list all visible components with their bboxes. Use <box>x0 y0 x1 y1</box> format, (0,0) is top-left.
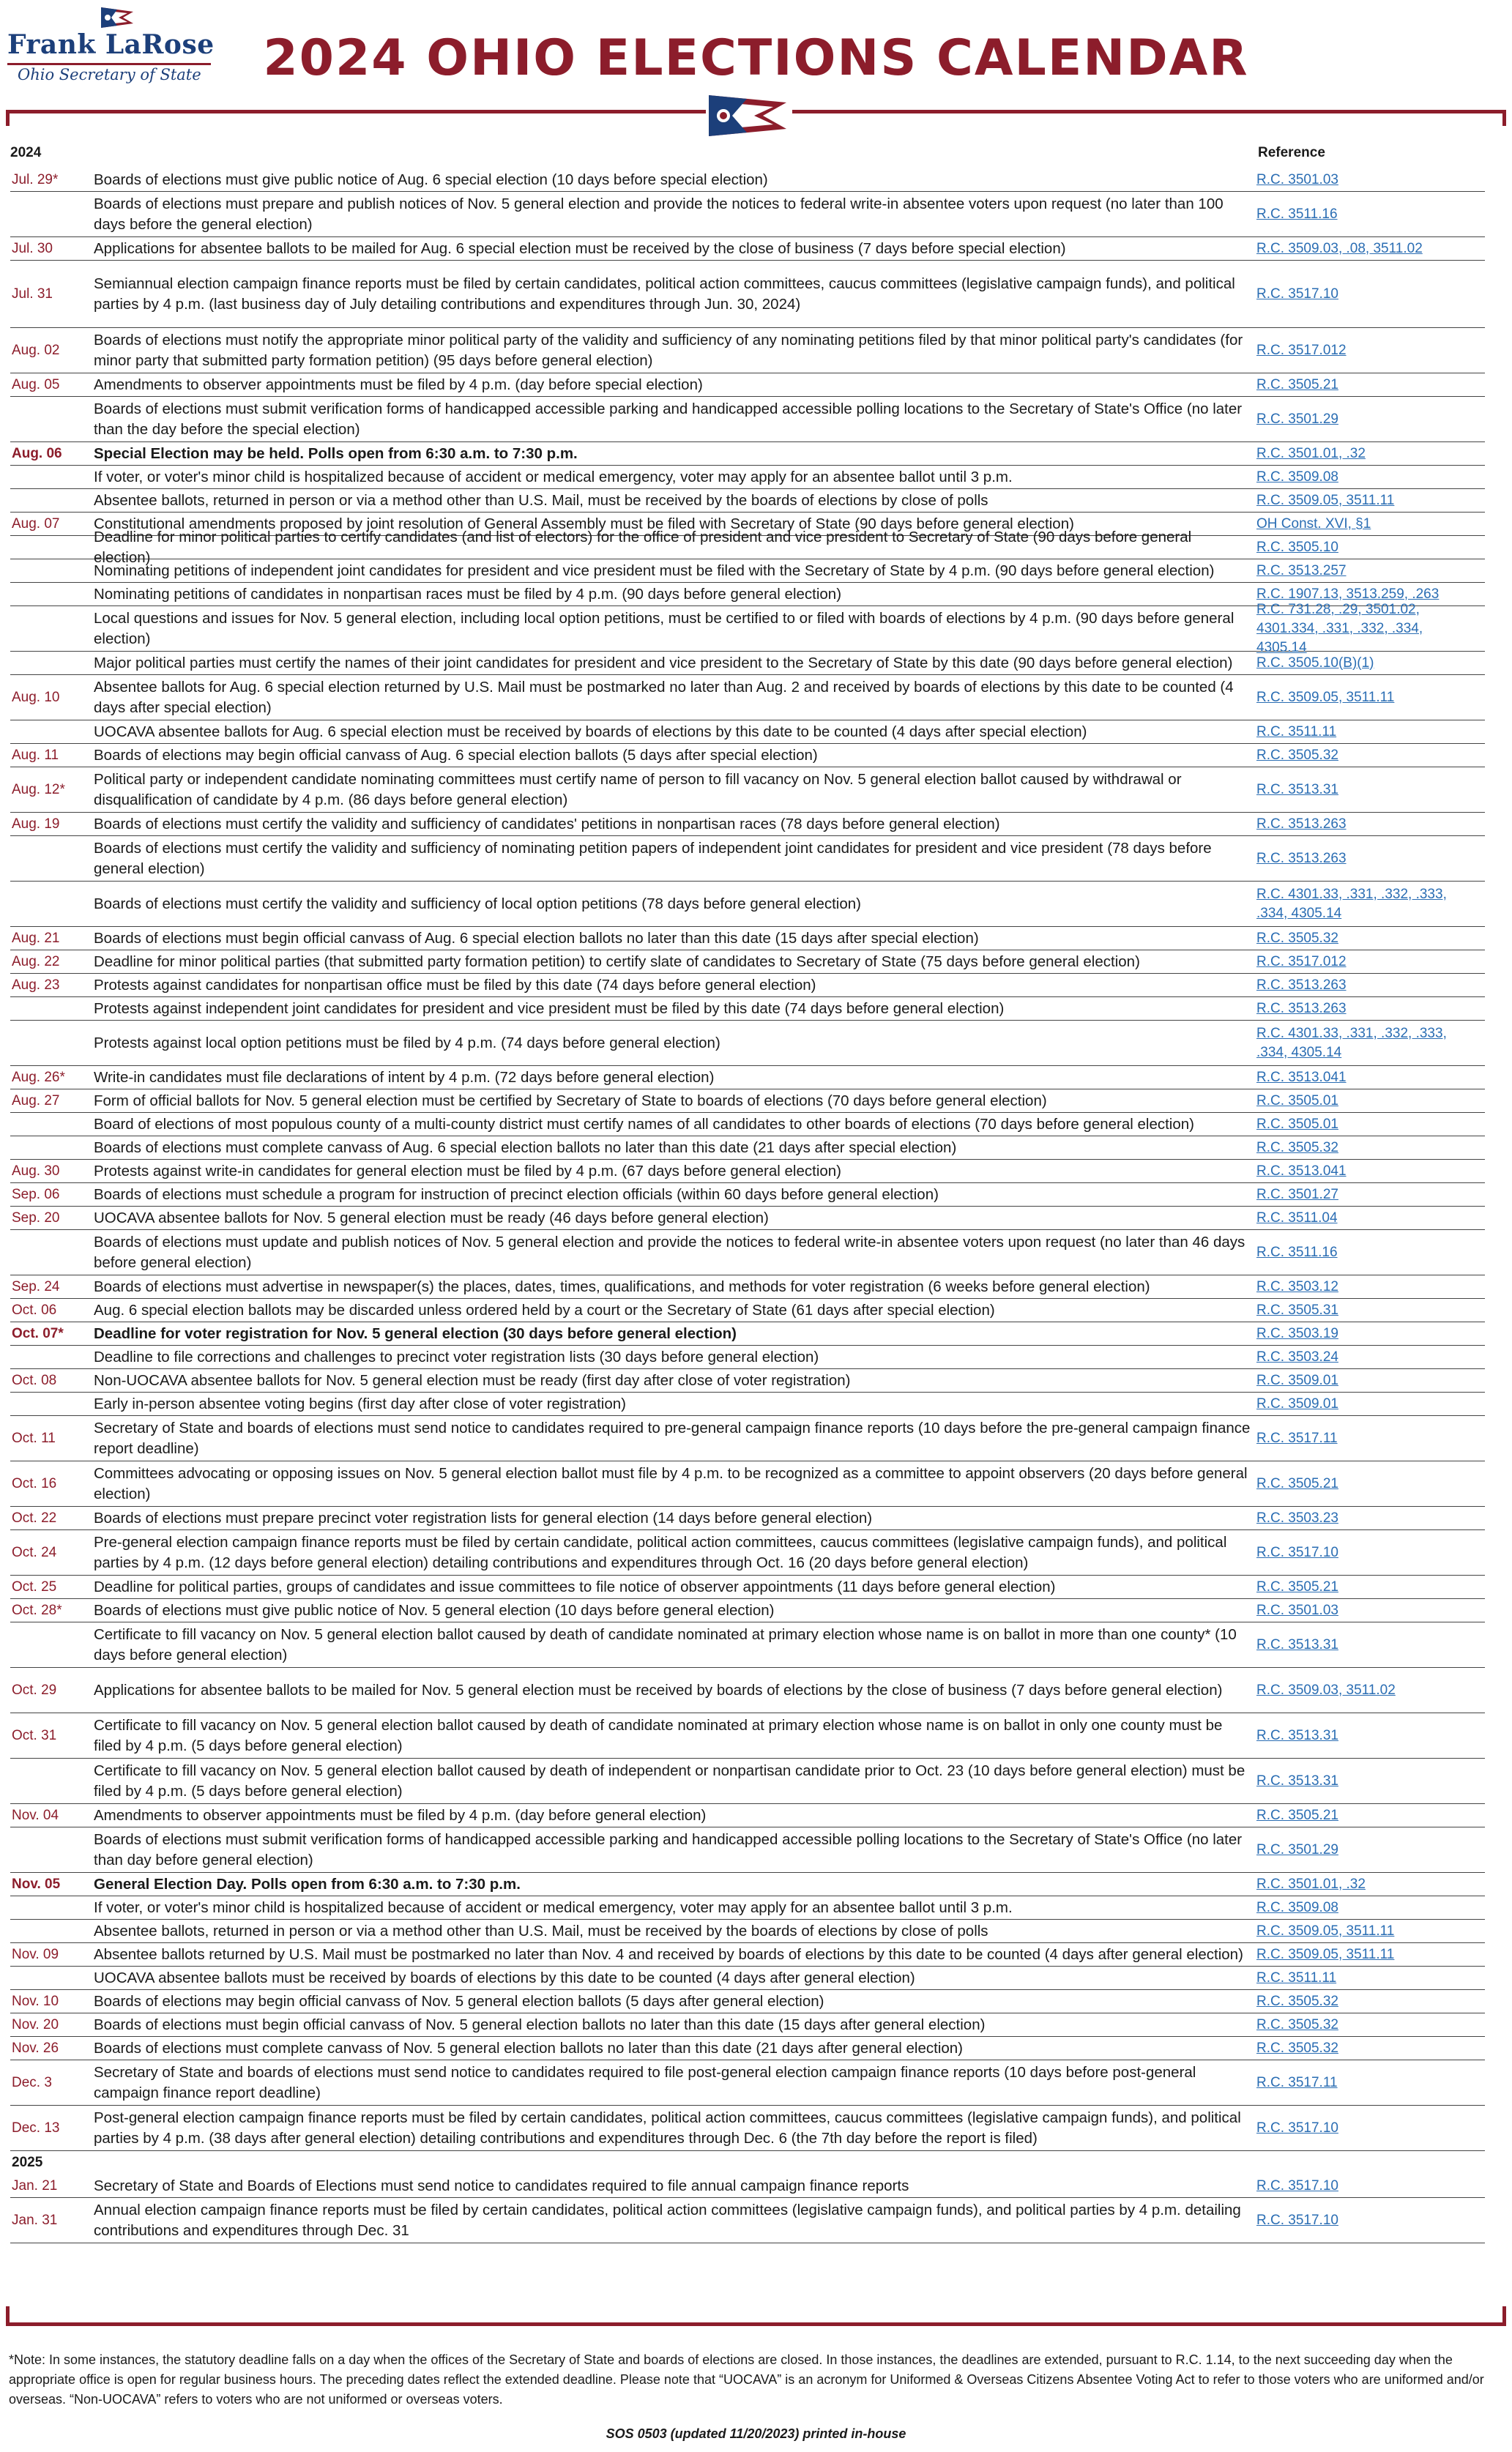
reference-link[interactable]: R.C. 3505.10 <box>1256 539 1338 555</box>
date-cell: Aug. 10 <box>12 689 60 705</box>
description-cell: Board of elections of most populous county of a multi-county district must certify names of all candidates to other boards of elections (70 days before general election) <box>94 1115 1194 1133</box>
table-row <box>10 1113 1485 1136</box>
footer-divider <box>6 2322 1506 2326</box>
year-heading: 2024 <box>10 145 42 160</box>
table-row <box>10 1136 1485 1160</box>
description-cell: General Election Day. Polls open from 6:30 a.m. to 7:30 p.m. <box>94 1875 521 1893</box>
description-cell: Boards of elections must begin official canvass of Nov. 5 general election ballots no later than this date (15 days after general election) <box>94 2016 986 2033</box>
date-cell: Aug. 06 <box>12 445 62 461</box>
date-cell: Dec. 13 <box>12 2120 60 2136</box>
description-cell: Certificate to fill vacancy on Nov. 5 general election ballot caused by death of candidate nominated at primary election whose name is on ballot in more than one county* (10 days before general election) <box>94 1625 1237 1663</box>
table-row <box>10 882 1485 927</box>
description-cell: Boards of elections must certify the validity and sufficiency of candidates' petitions in nonpartisan races (78 days before general election) <box>94 815 1000 832</box>
description-cell: Boards of elections must update and publish notices of Nov. 5 general election and provide the notices to federal write-in absentee voters upon request (no later than 46 days before general election) <box>94 1233 1245 1271</box>
reference-link[interactable]: R.C. 3509.05, 3511.11 <box>1256 689 1395 705</box>
description-cell: Certificate to fill vacancy on Nov. 5 general election ballot caused by death of candidate nominated at primary election whose name is on ballot in only one county must be filed by 4 p.m. (5 days before general election) <box>94 1716 1223 1754</box>
description-cell: Pre-general election campaign finance reports must be filed by certain candidate, political action committees, caucus committees (legislative campaign funds), and political parties by 4 p.m. (12 days before general election) detailing contributions and expenditures through Oct. 16 (20 days before general election) <box>94 1533 1227 1571</box>
date-cell: Aug. 26* <box>12 1069 65 1085</box>
date-cell: Aug. 05 <box>12 376 60 392</box>
reference-link[interactable]: R.C. 3509.03, 3511.02 <box>1256 1682 1396 1698</box>
reference-link[interactable]: R.C. 3501.01, .32 <box>1256 1876 1366 1892</box>
table-row <box>10 950 1485 974</box>
reference-link[interactable]: R.C. 3503.19 <box>1256 1325 1338 1341</box>
date-cell: Oct. 25 <box>12 1579 57 1595</box>
table-row <box>10 1967 1485 1990</box>
description-cell: Deadline for political parties, groups of candidates and issue committees to file notice of observer appointments (11 days before general election) <box>94 1578 1056 1595</box>
date-cell: Oct. 08 <box>12 1372 57 1388</box>
table-row <box>10 1576 1485 1599</box>
description-cell: Applications for absentee ballots to be mailed for Aug. 6 special election must be received by the close of business (7 days before special election) <box>94 239 1066 257</box>
reference-link[interactable]: R.C. 3501.29 <box>1256 1841 1338 1857</box>
date-cell: Aug. 30 <box>12 1163 60 1179</box>
description-cell: Boards of elections must notify the appropriate minor political party of the validity and sufficiency of any nominating petitions filed by that minor political party's candidates (for minor party that submitted party formation petition) (95 days before general election) <box>94 331 1243 369</box>
table-row <box>10 1990 1485 2013</box>
header-divider-left-tick <box>6 110 10 126</box>
table-row <box>10 1089 1485 1113</box>
description-cell: Boards of elections may begin official canvass of Aug. 6 special election ballots (5 days after special election) <box>94 746 818 764</box>
table-row <box>10 2175 1485 2198</box>
description-cell: Boards of elections must begin official canvass of Aug. 6 special election ballots no later than this date (15 days after special election) <box>94 929 979 947</box>
description-cell: Secretary of State and boards of elections must send notice to candidates required to pre-general campaign finance reports (10 days before the pre-general campaign finance report deadline) <box>94 1419 1251 1457</box>
description-cell: Aug. 6 special election ballots may be discarded unless ordered held by a court or the Secretary of State (61 days after special election) <box>94 1301 995 1319</box>
description-cell: Local questions and issues for Nov. 5 general election, including local option petitions, must be certified to or filed with boards of elections by 4 p.m. (90 days before general election) <box>94 609 1234 647</box>
description-cell: Absentee ballots returned by U.S. Mail must be postmarked no later than Nov. 4 and received by boards of elections by this date to be counted (4 days after general election) <box>94 1945 1243 1963</box>
description-cell: UOCAVA absentee ballots must be received by boards of elections by this date to be counted (4 days after general election) <box>94 1969 915 1986</box>
date-cell: Oct. 24 <box>12 1544 57 1560</box>
table-row <box>10 466 1485 489</box>
table-row <box>10 1943 1485 1967</box>
reference-link[interactable]: R.C. 3517.10 <box>1256 1544 1338 1560</box>
date-cell: Aug. 19 <box>12 816 60 832</box>
description-cell: Post-general election campaign finance reports must be filed by certain candidates, political action committees, caucus committees (legislative campaign funds), and political parties by 4 p.m. (38 days after general election) detailing contributions and expenditures through Dec. 6 (the 7th day before the report is filed) <box>94 2109 1241 2147</box>
reference-link[interactable]: R.C. 4301.33, .331, .332, .333, .334, 4305.14 <box>1256 886 1447 921</box>
table-row <box>10 328 1485 373</box>
description-cell: Form of official ballots for Nov. 5 general election must be certified by Secretary of State to boards of elections (70 days before general election) <box>94 1092 1047 1109</box>
table-row <box>10 836 1485 882</box>
date-cell: Aug. 21 <box>12 930 60 946</box>
description-cell: UOCAVA absentee ballots for Nov. 5 general election must be ready (46 days before general election) <box>94 1209 769 1226</box>
reference-link[interactable]: R.C. 3509.05, 3511.11 <box>1256 492 1395 508</box>
table-row <box>10 974 1485 997</box>
description-cell: Boards of elections must schedule a program for instruction of precinct election officials (within 60 days before general election) <box>94 1185 939 1203</box>
table-row <box>10 1207 1485 1230</box>
table-row <box>10 1322 1485 1346</box>
reference-link[interactable]: R.C. 3511.16 <box>1256 1244 1338 1260</box>
date-cell: Nov. 09 <box>12 1946 59 1962</box>
date-cell: Jan. 21 <box>12 2177 58 2194</box>
date-cell: Dec. 3 <box>12 2074 52 2090</box>
description-cell: Boards of elections must complete canvass of Nov. 5 general election ballots no later than this date (21 days after general election) <box>94 2039 964 2057</box>
description-cell: Amendments to observer appointments must be filed by 4 p.m. (day before special election) <box>94 376 703 393</box>
table-row <box>10 442 1485 466</box>
reference-link[interactable]: R.C. 3505.21 <box>1256 376 1338 392</box>
description-cell: Committees advocating or opposing issues on Nov. 5 general election ballot must file by 4 p.m. to be recognized as a committee to appoint observers (20 days before general election) <box>94 1464 1248 1502</box>
table-row <box>10 1275 1485 1299</box>
date-cell: Aug. 12* <box>12 781 65 797</box>
reference-link[interactable]: R.C. 3511.04 <box>1256 1210 1338 1226</box>
table-row <box>10 2060 1485 2106</box>
reference-link[interactable]: R.C. 3501.03 <box>1256 1602 1338 1618</box>
description-cell: Boards of elections must complete canvass of Aug. 6 special election ballots no later than this date (21 days after special election) <box>94 1139 957 1156</box>
reference-link[interactable]: R.C. 3517.10 <box>1256 2120 1338 2136</box>
table-row <box>10 397 1485 442</box>
table-row <box>10 1230 1485 1275</box>
date-cell: Oct. 31 <box>12 1727 57 1743</box>
date-cell: Aug. 27 <box>12 1092 60 1108</box>
table-row <box>10 1599 1485 1622</box>
reference-link[interactable]: R.C. 3501.01, .32 <box>1256 445 1366 461</box>
date-cell: Oct. 07* <box>12 1325 64 1341</box>
date-cell: Oct. 29 <box>12 1682 57 1698</box>
description-cell: Boards of elections must give public notice of Aug. 6 special election (10 days before special election) <box>94 171 768 188</box>
reference-link[interactable]: R.C. 3511.16 <box>1256 206 1338 222</box>
table-row <box>10 168 1485 192</box>
reference-link[interactable]: R.C. 3513.041 <box>1256 1163 1347 1179</box>
table-row <box>10 1507 1485 1530</box>
description-cell: Secretary of State and Boards of Elections must send notice to candidates required to file annual campaign finance reports <box>94 2177 909 2194</box>
date-cell: Oct. 06 <box>12 1302 57 1318</box>
date-cell: Aug. 11 <box>12 747 59 763</box>
table-row <box>10 720 1485 744</box>
table-row <box>10 744 1485 767</box>
table-row <box>10 813 1485 836</box>
description-cell: Certificate to fill vacancy on Nov. 5 general election ballot caused by death of independent or nonpartisan candidate prior to Oct. 23 (10 days before general election) must be filed by 4 p.m. (5 days before general election) <box>94 1762 1245 1800</box>
table-row <box>10 1827 1485 1873</box>
reference-link[interactable]: R.C. 3503.23 <box>1256 1510 1338 1526</box>
table-row <box>10 927 1485 950</box>
table-row <box>10 373 1485 397</box>
description-cell: Absentee ballots, returned in person or via a method other than U.S. Mail, must be received by the boards of elections by close of polls <box>94 1922 988 1939</box>
reference-link[interactable]: R.C. 3517.10 <box>1256 2212 1338 2228</box>
reference-link[interactable]: R.C. 3505.32 <box>1256 2040 1338 2056</box>
ohio-flag-icon <box>706 92 792 139</box>
table-row <box>10 2106 1485 2151</box>
reference-link[interactable]: R.C. 3511.11 <box>1256 723 1337 739</box>
table-row <box>10 1713 1485 1759</box>
description-cell: If voter, or voter's minor child is hospitalized because of accident or medical emergency, voter may apply for an absentee ballot until 3 p.m. <box>94 468 1013 485</box>
table-row <box>10 1461 1485 1507</box>
logo-subtitle: Ohio Secretary of State <box>18 66 201 83</box>
description-cell: Nominating petitions of independent joint candidates for president and vice president must be filed with the Secretary of State by 4 p.m. (90 days before general election) <box>94 562 1215 579</box>
description-cell: Protests against candidates for nonpartisan office must be filed by this date (74 days before general election) <box>94 976 816 994</box>
year-row <box>10 2151 1485 2175</box>
date-cell: Oct. 22 <box>12 1510 57 1526</box>
date-cell: Nov. 20 <box>12 2016 59 2032</box>
description-cell: Protests against local option petitions must be filed by 4 p.m. (74 days before general election) <box>94 1034 720 1051</box>
table-row <box>10 528 1485 566</box>
description-cell: Annual election campaign finance reports must be filed by certain candidates, political action committees (legislative campaign funds), and political parties by 4 p.m. detailing contributions and expenditures through Dec. 31 <box>94 2201 1241 2239</box>
table-row <box>10 1530 1485 1576</box>
description-cell: Secretary of State and boards of elections must send notice to candidates required to file post-general election campaign finance reports (10 days before post-general campaign finance report deadline) <box>94 2063 1196 2101</box>
table-row <box>10 1183 1485 1207</box>
description-cell: Deadline for minor political parties (that submitted party formation petition) to certify slate of candidates to Secretary of State (75 days before general election) <box>94 953 1140 970</box>
table-row <box>10 767 1485 813</box>
date-cell: Oct. 11 <box>12 1430 56 1446</box>
reference-link[interactable]: R.C. 3505.21 <box>1256 1579 1338 1595</box>
table-row <box>10 997 1485 1021</box>
description-cell: Nominating petitions of candidates in nonpartisan races must be filed by 4 p.m. (90 days before general election) <box>94 585 842 603</box>
reference-link[interactable]: R.C. 3509.05, 3511.11 <box>1256 1946 1395 1962</box>
logo-name: Frank LaRose <box>7 29 215 60</box>
reference-link[interactable]: R.C. 3503.12 <box>1256 1278 1338 1294</box>
table-row <box>10 1369 1485 1393</box>
date-cell: Oct. 16 <box>12 1475 57 1491</box>
description-cell: Protests against independent joint candidates for president and vice president must be filed by this date (74 days before general election) <box>94 999 1005 1017</box>
description-cell: Early in-person absentee voting begins (first day after close of voter registration) <box>94 1395 626 1412</box>
date-cell: 2025 <box>12 2155 43 2170</box>
reference-link[interactable]: R.C. 3513.263 <box>1256 816 1347 832</box>
reference-link[interactable]: R.C. 3509.01 <box>1256 1372 1338 1388</box>
reference-link[interactable]: R.C. 3513.31 <box>1256 1727 1338 1743</box>
description-cell: Major political parties must certify the names of their joint candidates for president and vice president to the Secretary of State by this date (90 days before general election) <box>94 654 1233 671</box>
table-row <box>10 1021 1485 1066</box>
reference-link[interactable]: R.C. 731.28, .29, 3501.02, 4301.334, .331, .332, .334, 4305.14 <box>1256 601 1423 655</box>
date-cell: Nov. 26 <box>12 2040 59 2056</box>
table-row <box>10 237 1485 261</box>
reference-link[interactable]: R.C. 3517.10 <box>1256 2177 1338 2194</box>
table-row <box>10 1066 1485 1089</box>
reference-link[interactable]: R.C. 3505.21 <box>1256 1475 1338 1491</box>
description-cell: Protests against write-in candidates for general election must be filed by 4 p.m. (67 days before general election) <box>94 1162 841 1180</box>
description-cell: Boards of elections may begin official canvass of Nov. 5 general election ballots (5 days after general election) <box>94 1992 824 2010</box>
table-row <box>10 652 1485 675</box>
description-cell: Special Election may be held. Polls open from 6:30 a.m. to 7:30 p.m. <box>94 444 578 462</box>
date-cell: Nov. 10 <box>12 1993 59 2009</box>
date-cell: Nov. 04 <box>12 1807 59 1823</box>
description-cell: If voter, or voter's minor child is hospitalized because of accident or medical emergency, voter may apply for an absentee ballot until 3 p.m. <box>94 1898 1013 1916</box>
reference-link[interactable]: R.C. 3513.31 <box>1256 1773 1338 1789</box>
description-cell: Applications for absentee ballots to be mailed for Nov. 5 general election must be received by boards of elections by the close of business (7 days before general election) <box>94 1681 1223 1699</box>
description-cell: Boards of elections must submit verification forms of handicapped accessible parking and handicapped accessible polling locations to the Secretary of State's Office (no later than the day before the special election) <box>94 400 1243 438</box>
reference-link[interactable]: R.C. 3509.03, .08, 3511.02 <box>1256 240 1423 256</box>
table-row <box>10 261 1485 328</box>
table-row <box>10 1393 1485 1416</box>
reference-link[interactable]: R.C. 3517.012 <box>1256 342 1347 358</box>
reference-link[interactable]: R.C. 3505.32 <box>1256 930 1338 946</box>
date-cell: Sep. 06 <box>12 1186 60 1202</box>
reference-link[interactable]: R.C. 3511.11 <box>1256 1970 1337 1986</box>
reference-link[interactable]: R.C. 3505.01 <box>1256 1092 1338 1108</box>
reference-link[interactable]: R.C. 3501.29 <box>1256 411 1338 427</box>
table-row <box>10 192 1485 237</box>
reference-link[interactable]: R.C. 3503.24 <box>1256 1349 1338 1365</box>
table-row <box>10 1668 1485 1713</box>
reference-link[interactable]: R.C. 3509.01 <box>1256 1395 1338 1412</box>
reference-link[interactable]: R.C. 3513.263 <box>1256 1000 1347 1016</box>
reference-link[interactable]: R.C. 3517.10 <box>1256 286 1338 302</box>
reference-link[interactable]: R.C. 3513.31 <box>1256 781 1338 797</box>
description-cell: Non-UOCAVA absentee ballots for Nov. 5 general election must be ready (first day after close of voter registration) <box>94 1371 851 1389</box>
reference-link[interactable]: R.C. 3513.31 <box>1256 1636 1338 1652</box>
date-cell: Jan. 31 <box>12 2212 58 2228</box>
table-row <box>10 2037 1485 2060</box>
description-cell: Boards of elections must advertise in newspaper(s) the places, dates, times, qualifications, and methods for voter registration (6 weeks before general election) <box>94 1278 1150 1295</box>
description-cell: Absentee ballots for Aug. 6 special election returned by U.S. Mail must be postmarked no later than Aug. 2 and received by boards of elections by this date to be counted (4 days after special election) <box>94 678 1234 716</box>
table-row <box>10 1346 1485 1369</box>
description-cell: Deadline to file corrections and challenges to precinct voter registration lists (30 days before general election) <box>94 1348 819 1365</box>
description-cell: Deadline for minor political parties to certify candidates (and list of electors) for the office of president and vice president to Secretary of State (90 days before general election) <box>94 528 1192 566</box>
description-cell: Boards of elections must submit verification forms of handicapped accessible parking and handicapped accessible polling locations to the Secretary of State's Office (no later than day before general election) <box>94 1830 1243 1868</box>
table-row <box>10 675 1485 720</box>
reference-link[interactable]: R.C. 3505.31 <box>1256 1302 1338 1318</box>
reference-link[interactable]: R.C. 3505.32 <box>1256 2016 1338 2032</box>
description-cell: Semiannual election campaign finance reports must be filed by certain candidates, political action committees, caucus committees (legislative campaign funds), and political parties by 4 p.m. (last business day of July detailing contributions and expenditures through Jun. 30, 2024) <box>94 275 1235 313</box>
date-cell: Jul. 31 <box>12 286 53 302</box>
footnote: *Note: In some instances, the statutory deadline falls on a day when the offices of the Secretary of State and boards of elections are closed. In those instances, the deadlines are extended, pursuant to R.C. 1.14, to the next succeeding day when the appropriate office is open for regular business hours. The preceding dates reflect the extended deadline. Please note that “UOCAVA” is an acronym for Uniformed & Overseas Citizens Absentee Voting Act to refer to those voters who are uniformed and/or overseas. “Non-UOCAVA” refers to voters who are not uniformed or overseas voters. <box>9 2352 1484 2407</box>
table-row <box>10 489 1485 513</box>
date-cell: Aug. 02 <box>12 342 60 358</box>
description-cell: Boards of elections must prepare and publish notices of Nov. 5 general election and provide the notices to federal write-in absentee voters upon request (no later than 100 days before the general election) <box>94 195 1224 233</box>
description-cell: Amendments to observer appointments must be filed by 4 p.m. (day before general election) <box>94 1806 707 1824</box>
reference-link[interactable]: R.C. 3509.08 <box>1256 1899 1338 1915</box>
reference-link[interactable]: R.C. 3505.10(B)(1) <box>1256 655 1374 671</box>
table-row <box>10 1160 1485 1183</box>
description-cell: Constitutional amendments proposed by joint resolution of General Assembly must be filed with Secretary of State (90 days before general election) <box>94 515 1074 532</box>
reference-link[interactable]: R.C. 3517.11 <box>1256 1430 1338 1446</box>
reference-link[interactable]: R.C. 3505.32 <box>1256 747 1338 763</box>
description-cell: Boards of elections must give public notice of Nov. 5 general election (10 days before general election) <box>94 1601 775 1619</box>
reference-heading: Reference <box>1258 145 1325 160</box>
table-row <box>10 1804 1485 1827</box>
reference-link[interactable]: OH Const. XVI, §1 <box>1256 515 1371 532</box>
reference-link[interactable]: R.C. 4301.33, .331, .332, .333, .334, 4305.14 <box>1256 1025 1447 1060</box>
reference-link[interactable]: R.C. 3509.08 <box>1256 469 1338 485</box>
table-row <box>10 559 1485 583</box>
description-cell: Deadline for voter registration for Nov. 5 general election (30 days before general election) <box>94 1324 737 1342</box>
table-row <box>10 2198 1485 2243</box>
reference-link[interactable]: R.C. 3513.041 <box>1256 1069 1347 1085</box>
date-cell: Jul. 29* <box>12 171 59 187</box>
description-cell: Absentee ballots, returned in person or via a method other than U.S. Mail, must be received by the boards of elections by close of polls <box>94 491 988 509</box>
date-cell: Sep. 24 <box>12 1278 60 1294</box>
table-row <box>10 1416 1485 1461</box>
form-id: SOS 0503 (updated 11/20/2023) printed in-house <box>606 2426 906 2441</box>
reference-link[interactable]: R.C. 1907.13, 3513.259, .263 <box>1256 586 1440 602</box>
reference-link[interactable]: R.C. 3505.32 <box>1256 1993 1338 2009</box>
date-cell: Sep. 20 <box>12 1210 60 1226</box>
description-cell: Boards of elections must certify the validity and sufficiency of local option petitions (78 days before general election) <box>94 895 861 912</box>
description-cell: Boards of elections must prepare precinct voter registration lists for general election (14 days before general election) <box>94 1509 873 1527</box>
reference-link[interactable]: R.C. 3513.263 <box>1256 977 1347 993</box>
reference-link[interactable]: R.C. 3505.01 <box>1256 1116 1338 1132</box>
table-row <box>10 1622 1485 1668</box>
description-cell: UOCAVA absentee ballots for Aug. 6 special election must be received by boards of elections by this date to be counted (4 days after special election) <box>94 723 1087 740</box>
header-divider-right-tick <box>1502 110 1506 126</box>
reference-link[interactable]: R.C. 3505.21 <box>1256 1807 1338 1823</box>
reference-link[interactable]: R.C. 3513.263 <box>1256 850 1347 866</box>
description-cell: Write-in candidates must file declarations of intent by 4 p.m. (72 days before general election) <box>94 1068 715 1086</box>
date-cell: Oct. 28* <box>12 1602 62 1618</box>
reference-link[interactable]: R.C. 3513.257 <box>1256 562 1347 578</box>
page-title: 2024 OHIO ELECTIONS CALENDAR <box>263 29 1249 87</box>
table-row <box>10 2013 1485 2037</box>
table-row <box>10 1299 1485 1322</box>
date-cell: Nov. 05 <box>12 1876 61 1892</box>
reference-link[interactable]: R.C. 3501.27 <box>1256 1186 1338 1202</box>
table-row <box>10 1920 1485 1943</box>
ohio-flag-icon <box>101 7 133 28</box>
date-cell: Aug. 23 <box>12 977 60 993</box>
reference-link[interactable]: R.C. 3517.012 <box>1256 953 1347 969</box>
table-row <box>10 1759 1485 1804</box>
description-cell: Boards of elections must certify the validity and sufficiency of nominating petition papers of independent joint candidates for president and vice president (78 days before general election) <box>94 839 1212 877</box>
date-cell: Aug. 22 <box>12 953 60 969</box>
date-cell: Aug. 07 <box>12 515 60 532</box>
date-cell: Jul. 30 <box>12 240 53 256</box>
description-cell: Political party or independent candidate nominating committees must certify name of person to fill vacancy on Nov. 5 general election ballot caused by withdrawal or disqualification of candidate by 4 p.m. (86 days before general election) <box>94 770 1182 808</box>
table-row <box>10 601 1485 655</box>
reference-link[interactable]: R.C. 3505.32 <box>1256 1139 1338 1155</box>
table-row <box>10 1873 1485 1896</box>
reference-link[interactable]: R.C. 3517.11 <box>1256 2074 1338 2090</box>
reference-link[interactable]: R.C. 3501.03 <box>1256 171 1338 187</box>
table-row <box>10 1896 1485 1920</box>
reference-link[interactable]: R.C. 3509.05, 3511.11 <box>1256 1923 1395 1939</box>
